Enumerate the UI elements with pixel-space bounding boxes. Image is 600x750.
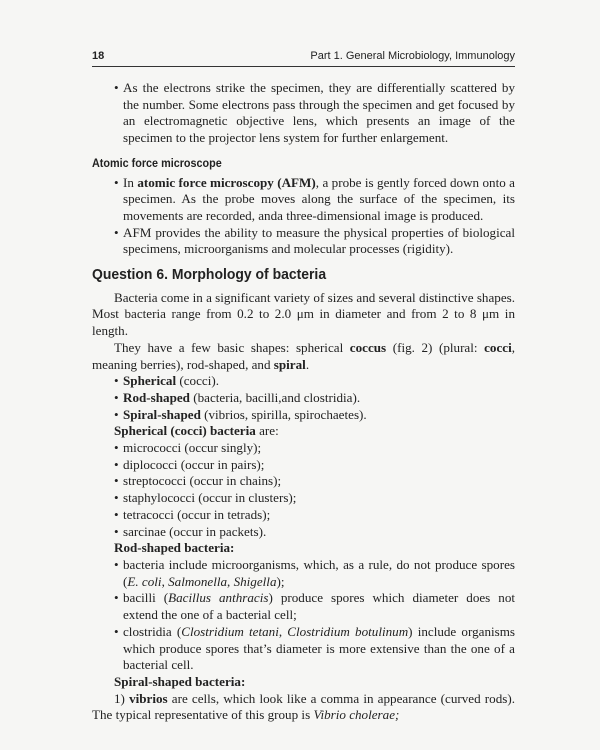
- species-italic: E. coli: [127, 573, 162, 589]
- text: are cells, which look like a comma in appearance (curved rods). The typical representative of this group is: [92, 690, 515, 723]
- list-item: • diplococci (occur in pairs);: [92, 457, 515, 474]
- list-item: • streptococci (occur in chains);: [92, 473, 515, 490]
- spherical-label: [92, 423, 515, 440]
- text: (fig. 2) (plural:: [386, 339, 485, 355]
- electron-bullet: • As the electrons strike the specimen, they are differentially scattered by the number. Some electrons pass through the specimen and get focused by an electromagnetic objective lens, which presents an image of the specimen to the projector lens system for further enlargement.: [92, 80, 515, 147]
- term-bold: Spiral-shaped: [123, 406, 201, 422]
- question-6-heading: Question 6. Morphology of bacteria: [92, 266, 327, 284]
- rod-item-3: [92, 624, 515, 674]
- text: 1): [114, 690, 130, 706]
- species-italic: Bacillus anthracis: [168, 590, 269, 606]
- species-italic: Salmonella: [168, 573, 228, 589]
- running-title: Part 1. General Microbiology, Immunology: [310, 50, 515, 62]
- term-bold: vibrios: [129, 690, 168, 706]
- term-bold: cocci: [484, 339, 512, 355]
- text: Spherical (cocci) bacteria: [114, 423, 256, 439]
- rod-item-2: [92, 590, 515, 623]
- text: are:: [255, 423, 279, 439]
- text: (cocci).: [176, 373, 219, 389]
- header-rule: [92, 66, 515, 67]
- text: .: [305, 356, 310, 372]
- list-item: • sarcinae (occur in packets).: [92, 524, 515, 541]
- spiral-label: Spiral-shaped bacteria:: [114, 673, 246, 689]
- text: );: [276, 573, 285, 589]
- term-bold: spiral: [273, 356, 306, 372]
- term-bold: atomic force microscopy (AFM): [137, 174, 316, 190]
- species-italic: Vibrio cholerae;: [313, 707, 400, 723]
- shape-item-rod: [92, 390, 515, 407]
- text: (bacteria, bacilli,and clostridia).: [189, 389, 361, 405]
- page-number: 18: [92, 50, 105, 62]
- text: In: [123, 174, 138, 190]
- vibrios-paragraph: [92, 691, 515, 724]
- shape-item-spherical: [92, 373, 515, 390]
- shape-item-spiral: [92, 407, 515, 424]
- term-bold: Rod-shaped: [123, 389, 190, 405]
- paragraph-shapes: [92, 340, 515, 373]
- afm-bullet-1: [92, 175, 515, 225]
- afm-heading: Atomic force microscope: [92, 157, 222, 170]
- list-item: • tetracocci (occur in tetrads);: [92, 507, 515, 524]
- list-item: • staphylococci (occur in clusters);: [92, 490, 515, 507]
- rod-label: Rod-shaped bacteria:: [114, 540, 235, 556]
- text: bacteria include microorganisms, which, as a rule, do not produce spores (: [123, 556, 515, 589]
- text: , a probe is gently forced down onto a specimen. As the probe moves along the surface of the specimen, its movements are recorded, anda three-dimensional image is produced.: [123, 174, 515, 223]
- rod-item-1: [92, 557, 515, 590]
- species-italic: Shigella: [233, 573, 277, 589]
- text: ,: [161, 573, 169, 589]
- text: (vibrios, spirilla, spirochaetes).: [200, 406, 367, 422]
- paragraph-sizes: Bacteria come in a significant variety of sizes and several distinctive shapes. Most bacteria range from 0.2 to 2.0 μm in diameter and from 2 to 8 μm in length.: [92, 289, 515, 339]
- text: clostridia (: [123, 623, 182, 639]
- term-bold: coccus: [349, 339, 387, 355]
- text: ,: [227, 573, 234, 589]
- text: ) include organisms which produce spores that’s diameter is more extensive than the one of a bacterial cell.: [123, 623, 516, 673]
- page-content: [92, 80, 515, 724]
- text: bacilli (: [123, 590, 169, 606]
- list-item: • micrococci (occur singly);: [92, 440, 515, 457]
- text: ) produce spores which diameter does not extend the one of a bacterial cell;: [123, 590, 516, 623]
- page-header: [92, 50, 515, 62]
- text: , meaning berries), rod-shaped, and: [92, 339, 515, 372]
- text: ,: [278, 623, 288, 639]
- term-bold: Spherical: [123, 373, 177, 389]
- text: They have a few basic shapes: spherical: [114, 339, 350, 355]
- species-italic: Clostridium tetani: [181, 623, 279, 639]
- species-italic: Clostridium botulinum: [287, 623, 409, 639]
- afm-bullet-2: • AFM provides the ability to measure the physical properties of biological specimens, microorganisms and molecular processes (rigidity).: [92, 225, 515, 258]
